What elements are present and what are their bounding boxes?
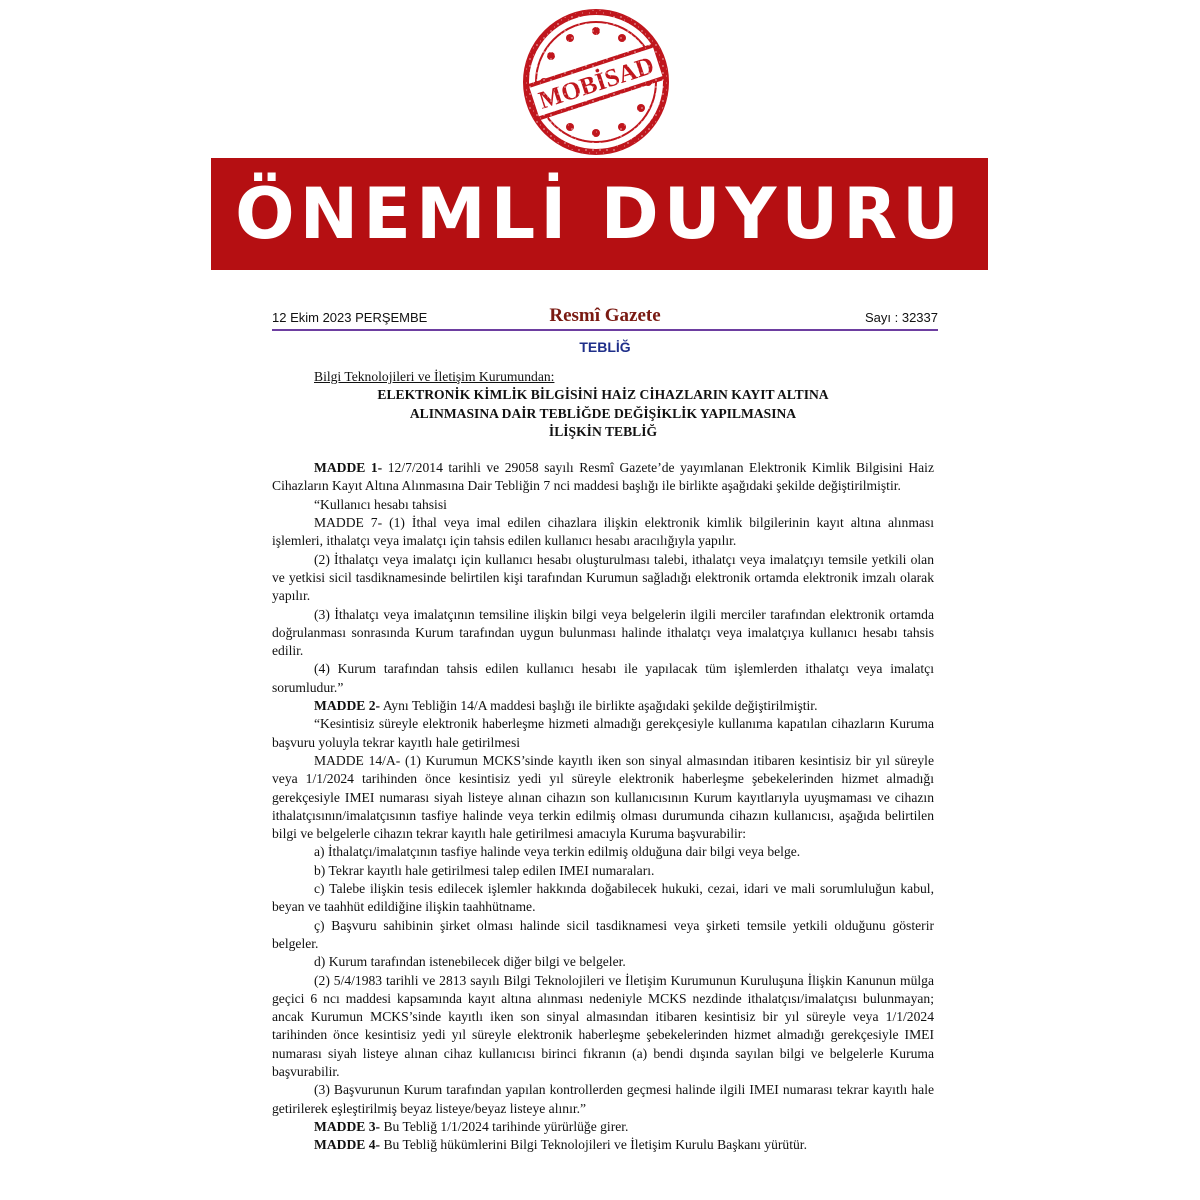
section-title: TEBLİĞ <box>579 339 631 355</box>
gazette-date: 12 Ekim 2023 PERŞEMBE <box>272 310 428 325</box>
document-body <box>272 368 934 1154</box>
paragraph-text: (2) 5/4/1983 tarihli ve 2813 sayılı Bilgi Teknolojileri ve İletişim Kurumunun Kuruluşuna İlişkin Kanunun mülga geçici 6 ncı maddesi kapsamında kayıt altına alınması nedeniyle MCKS nezdinde ithalatçısı/imalatçısı bulunmayan; ancak Kurumun MCKS’sinde kayıtlı iken son sinyal almasından itibaren kesintisiz bir yıl süreyle veya 1/1/2024 tarihinden önce kesintisiz yedi yıl süreyle elektronik haberleşme şebekelerinden hizmet almadığı gerekçesiyle IMEI numarası siyah listeye alınan cihaz kullanıcısı birinci fıkranın (a) bendi dışında sayılan bilgi ve belgelerle Kuruma başvurabilir. <box>272 972 934 1079</box>
paragraph <box>272 660 934 697</box>
paragraph <box>272 1136 934 1154</box>
paragraph-text: Bu Tebliğ hükümlerini Bilgi Teknolojileri ve İletişim Kurulu Başkanı yürütür. <box>380 1137 807 1153</box>
paragraph-text: a) İthalatçı/imalatçının tasfiye halinde veya terkin edilmiş olduğuna dair bilgi veya belge. <box>314 844 801 860</box>
paragraph <box>272 551 934 606</box>
gazette-header <box>272 305 938 331</box>
paragraph-text: (3) İthalatçı veya imalatçının temsiline ilişkin bilgi veya belgelerin ilgili merciler tarafından elektronik ortamda doğrulanması sonrasında Kurum tarafından uygun bulunması halinde ithalatçı veya imalatçıya kullanıcı hesabı tahsis edilir. <box>272 606 934 659</box>
document-title-line: İLİŞKİN TEBLİĞ <box>548 423 658 439</box>
banner-title: ÖNEMLİ DUYURU <box>235 173 964 255</box>
gazette-issue-number: Sayı : 32337 <box>865 310 938 325</box>
paragraph-text: (2) İthalatçı veya imalatçı için kullanıcı hesabı oluşturulması talebi, ithalatçı veya imalatçıyı temsile yetkili olan ve yetkisi sicil tasdiknamesinde belirtilen kişi tarafından Kurumun sağladığı elektronik ortamda elektronik imzalı olarak yapılır. <box>272 551 934 604</box>
article-label: MADDE 2- <box>314 698 381 714</box>
document-title-line: ELEKTRONİK KİMLİK BİLGİSİNİ HAİZ CİHAZLARIN KAYIT ALTINA <box>377 387 829 403</box>
document-title-line: ALINMASINA DAİR TEBLİĞDE DEĞİŞİKLİK YAPILMASINA <box>409 405 797 421</box>
paragraph <box>272 953 934 971</box>
paragraph-text: (3) Başvurunun Kurum tarafından yapılan kontrollerden geçmesi halinde ilgili IMEI numarası tekrar kayıtlı hale getirilerek eşleştirilmiş beyaz listeye/beyaz listeye alınır.” <box>272 1082 934 1116</box>
article-label: MADDE 3- <box>314 1118 381 1134</box>
paragraph-text: MADDE 14/A- (1) Kurumun MCKS’sinde kayıtlı iken son sinyal almasından itibaren kesintisiz bir yıl süreyle veya 1/1/2024 tarihinden önce kesintisiz yedi yıl süreyle elektronik haberleşme şebekelerinden hizmet almadığı gerekçesiyle IMEI numarası siyah listeye alınan cihazın son kullanıcısının Kurum kayıtlarıyla uyuşmaması ve cihazın ithalatçısının/imalatçısının tasfiye halinde veya terkin edilmiş olması durumunda cihazın kullanıcısı, aşağıda belirtilen bilgi ve belgelerle cihazın tekrar kayıtlı hale getirilmesi amacıyla Kuruma başvurabilir: <box>272 752 934 842</box>
paragraph <box>272 715 934 752</box>
paragraph-list <box>272 459 934 1154</box>
paragraph-text: “Kullanıcı hesabı tahsisi <box>314 496 447 512</box>
paragraph <box>272 514 934 551</box>
paragraph-text: Bu Tebliğ 1/1/2024 tarihinde yürürlüğe girer. <box>380 1118 629 1134</box>
paragraph <box>272 917 934 954</box>
mobisad-stamp-logo <box>521 7 671 157</box>
gazette-name: Resmî Gazete <box>549 305 661 326</box>
paragraph <box>272 496 934 514</box>
paragraph-text: “Kesintisiz süreyle elektronik haberleşme hizmeti almadığı gerekçesiyle kullanıma kapatılan cihazların Kuruma başvuru yoluyla tekrar kayıtlı hale getirilmesi <box>272 716 934 750</box>
paragraph-text: MADDE 7- (1) İthal veya imal edilen cihazlara ilişkin elektronik kimlik bilgilerinin kayıt altına alınması işlemleri, ithalatçı veya imalatçı için tahsis edilen kullanıcı hesabı aracılığıyla yapılır. <box>272 515 934 549</box>
paragraph <box>272 697 934 715</box>
paragraph-text: (4) Kurum tarafından tahsis edilen kullanıcı hesabı ile yapılacak tüm işlemlerden ithalatçı veya imalatçı sorumludur.” <box>272 661 934 695</box>
article-label: MADDE 1- <box>314 460 383 476</box>
article-label: MADDE 4- <box>314 1137 381 1153</box>
paragraph <box>272 459 934 496</box>
paragraph <box>272 752 934 843</box>
paragraph-text: 12/7/2014 tarihli ve 29058 sayılı Resmî Gazete’de yayımlanan Elektronik Kimlik Bilgisini Haiz Cihazların Kayıt Altına Alınmasına Dair Tebliğin 7 nci maddesi başlığı ile birlikte aşağıdaki şekilde değiştirilmiştir. <box>272 460 934 494</box>
paragraph <box>272 1081 934 1118</box>
paragraph-text: Aynı Tebliğin 14/A maddesi başlığı ile birlikte aşağıdaki şekilde değiştirilmiştir. <box>380 698 818 714</box>
paragraph <box>272 606 934 661</box>
paragraph-text: c) Talebe ilişkin tesis edilecek işlemler hakkında doğabilecek hukuki, cezai, idari ve mali sorumluluğun kabul, beyan ve taahhüt edildiğine ilişkin taahhütname. <box>272 881 934 915</box>
paragraph <box>272 880 934 917</box>
paragraph-text: ç) Başvuru sahibinin şirket olması halinde sicil tasdiknamesi veya şirketi temsile yetkili olduğunu gösterir belgeler. <box>272 917 934 951</box>
paragraph <box>272 1118 934 1136</box>
issuer-line: Bilgi Teknolojileri ve İletişim Kurumundan: <box>314 369 555 384</box>
paragraph <box>272 862 934 880</box>
paragraph <box>272 843 934 861</box>
important-announcement-banner <box>211 158 988 270</box>
paragraph-text: b) Tekrar kayıtlı hale getirilmesi talep edilen IMEI numaraları. <box>314 862 655 878</box>
paragraph-text: d) Kurum tarafından istenebilecek diğer bilgi ve belgeler. <box>314 954 626 970</box>
paragraph <box>272 972 934 1082</box>
